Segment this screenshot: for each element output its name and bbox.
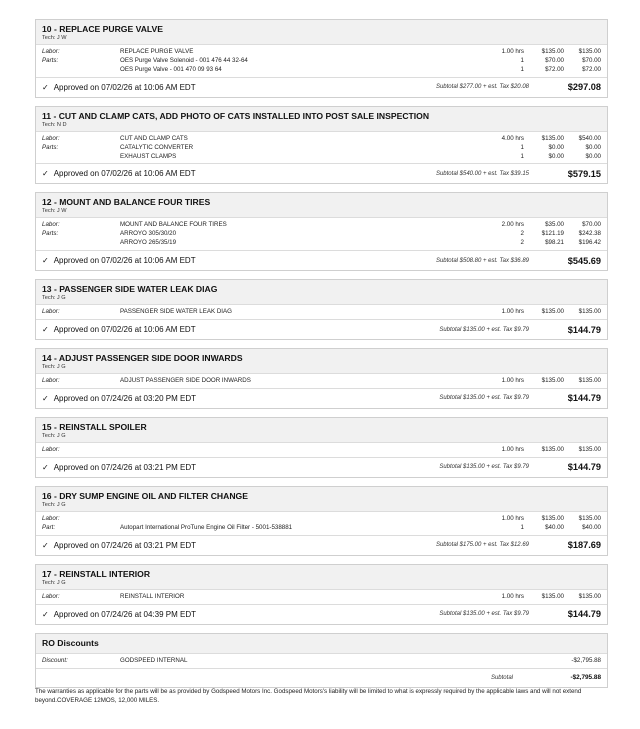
checkmark-icon: ✓	[42, 609, 49, 619]
line-rate: $72.00	[545, 65, 564, 73]
line-rate: $0.00	[548, 143, 564, 151]
line-type-label: Labor:	[42, 221, 60, 229]
line-item	[42, 524, 601, 533]
line-item	[42, 57, 601, 66]
line-item	[42, 221, 601, 230]
line-type-label: Part:	[42, 523, 56, 531]
line-rate: $135.00	[541, 592, 564, 600]
job-subtotal: Subtotal $135.00 + est. Tax $9.79	[439, 326, 529, 333]
job-tech: Tech: N D	[42, 121, 67, 128]
job-lines	[36, 305, 607, 320]
job-title: 11 - CUT AND CLAMP CATS, ADD PHOTO OF CATS INSTALLED INTO POST SALE INSPECTION	[42, 110, 430, 121]
line-description	[120, 446, 474, 455]
job-title: 17 - REINSTALL INTERIOR	[42, 568, 151, 579]
line-amount: $242.38	[578, 230, 601, 238]
line-amount: $135.00	[578, 308, 601, 316]
line-description: MOUNT AND BALANCE FOUR TIRES	[120, 221, 227, 229]
line-description: ARROYO 305/30/20	[120, 230, 177, 238]
job-card	[35, 19, 608, 98]
job-card	[35, 486, 608, 556]
job-card	[35, 106, 608, 185]
line-quantity: 1	[520, 143, 524, 151]
job-card	[35, 348, 608, 409]
job-total: $144.79	[567, 609, 601, 620]
job-header	[36, 107, 607, 132]
line-quantity: 2	[520, 230, 524, 238]
checkmark-icon: ✓	[42, 462, 49, 472]
line-description: ADJUST PASSENGER SIDE DOOR INWARDS	[120, 377, 251, 385]
job-lines	[36, 218, 607, 251]
job-card	[35, 417, 608, 478]
line-type-label: Parts:	[42, 56, 59, 64]
discount-subtotal-label: Subtotal	[490, 674, 513, 681]
approval-status	[42, 83, 436, 92]
ro-discounts-section	[35, 633, 608, 688]
job-total: $545.69	[567, 255, 601, 266]
line-rate: $135.00	[541, 377, 564, 385]
line-description: ARROYO 265/35/19	[120, 239, 177, 247]
job-lines	[36, 374, 607, 389]
job-subtotal: Subtotal $135.00 + est. Tax $9.79	[439, 464, 529, 471]
line-amount: $540.00	[578, 134, 601, 142]
line-quantity: 1.00 hrs	[501, 377, 524, 385]
line-description: REINSTALL INTERIOR	[120, 592, 185, 600]
job-title: 13 - PASSENGER SIDE WATER LEAK DIAG	[42, 284, 218, 295]
approval-row	[36, 389, 607, 408]
line-amount: $135.00	[578, 377, 601, 385]
checkmark-icon: ✓	[42, 540, 49, 550]
job-tech: Tech: J G	[42, 295, 66, 302]
line-quantity: 1.00 hrs	[501, 308, 524, 316]
line-item	[42, 66, 601, 75]
line-description: CUT AND CLAMP CATS	[120, 134, 188, 142]
line-amount: $135.00	[578, 445, 601, 453]
line-description	[120, 515, 474, 524]
job-tech: Tech: J W	[42, 35, 67, 41]
approval-status	[42, 541, 436, 550]
approval-text: Approved on 07/02/26 at 10:06 AM EDT	[53, 169, 196, 179]
line-rate: $135.00	[541, 308, 564, 316]
approval-text: Approved on 07/24/26 at 03:21 PM EDT	[53, 462, 197, 472]
line-description: GODSPEED INTERNAL	[120, 656, 188, 664]
ro-discounts-title: RO Discounts	[42, 637, 99, 648]
job-subtotal: Subtotal $135.00 + est. Tax $9.79	[439, 395, 529, 402]
job-title: 12 - MOUNT AND BALANCE FOUR TIRES	[42, 197, 211, 208]
job-total: $144.79	[567, 462, 601, 473]
job-tech: Tech: J G	[42, 501, 66, 508]
line-type-label: Labor:	[42, 48, 60, 55]
line-rate: $0.00	[548, 152, 564, 160]
line-description: EXHAUST CLAMPS	[120, 152, 177, 160]
line-amount: $135.00	[578, 48, 601, 55]
line-item	[42, 515, 601, 524]
line-quantity: 1	[520, 56, 524, 64]
line-quantity: 1	[520, 65, 524, 73]
approval-status	[42, 463, 439, 472]
job-total: $579.15	[567, 168, 601, 179]
job-tech: Tech: J G	[42, 364, 66, 371]
line-rate: $35.00	[545, 221, 564, 229]
job-card	[35, 279, 608, 340]
line-type-label: Discount:	[42, 656, 68, 664]
approval-row	[36, 320, 607, 339]
line-type-label	[42, 153, 120, 162]
repair-order-document	[35, 19, 608, 696]
job-title: 15 - REINSTALL SPOILER	[42, 421, 147, 432]
line-quantity: 1.00 hrs	[501, 445, 524, 453]
approval-text: Approved on 07/24/26 at 04:39 PM EDT	[53, 609, 197, 619]
line-amount: $0.00	[585, 152, 601, 160]
line-description: OES Purge Valve Solenoid - 001 476 44 32-64	[120, 56, 248, 64]
line-quantity: 1	[520, 152, 524, 160]
approval-status	[42, 394, 439, 403]
job-subtotal: Subtotal $277.00 + est. Tax $20.08	[435, 84, 529, 91]
line-item	[42, 446, 601, 455]
line-type-label	[42, 239, 120, 248]
line-rate: $98.21	[545, 239, 564, 247]
approval-row	[36, 251, 607, 270]
line-type-label: Labor:	[42, 445, 60, 453]
line-rate: $70.00	[545, 56, 564, 64]
job-header	[36, 349, 607, 374]
line-item	[42, 239, 601, 248]
checkmark-icon: ✓	[42, 325, 49, 335]
line-item	[42, 377, 601, 386]
line-type-label	[42, 66, 120, 75]
line-amount: $196.42	[578, 239, 601, 247]
line-rate: $135.00	[541, 514, 564, 522]
line-amount: -$2,795.88	[571, 656, 601, 664]
line-quantity: 4.00 hrs	[501, 134, 524, 142]
line-description: REPLACE PURGE VALVE	[120, 48, 194, 55]
checkmark-icon: ✓	[42, 82, 49, 92]
line-amount: $70.00	[582, 221, 601, 229]
line-description: Autopart International ProTune Engine Oil Filter - 5001-538881	[120, 523, 293, 531]
line-item	[42, 135, 601, 144]
job-total: $144.79	[567, 393, 601, 404]
line-type-label: Labor:	[42, 377, 60, 385]
line-type-label: Labor:	[42, 514, 60, 522]
line-amount: $72.00	[582, 65, 601, 73]
job-card	[35, 564, 608, 625]
approval-status	[42, 610, 439, 619]
job-tech: Tech: J W	[42, 208, 67, 215]
approval-status	[42, 256, 436, 265]
line-quantity: 1.00 hrs	[501, 592, 524, 600]
line-amount: $40.00	[582, 523, 601, 531]
job-title: 16 - DRY SUMP ENGINE OIL AND FILTER CHANGE	[42, 490, 248, 501]
line-type-label: Parts:	[42, 143, 59, 151]
job-lines	[36, 590, 607, 605]
line-item	[42, 593, 601, 602]
job-subtotal: Subtotal $175.00 + est. Tax $12.69	[435, 542, 529, 549]
approval-status	[42, 169, 436, 178]
approval-row	[36, 536, 607, 555]
job-subtotal: Subtotal $508.80 + est. Tax $36.89	[435, 257, 529, 264]
line-item	[42, 230, 601, 239]
line-description: CATALYTIC CONVERTER	[120, 143, 194, 151]
line-item	[42, 308, 601, 317]
line-type-label: Labor:	[42, 134, 60, 142]
line-quantity: 1.00 hrs	[501, 514, 524, 522]
line-description: OES Purge Valve - 001 470 09 93 64	[120, 65, 222, 73]
line-amount: $135.00	[578, 514, 601, 522]
job-tech: Tech: J G	[42, 432, 66, 439]
line-item	[42, 657, 601, 666]
job-card	[35, 192, 608, 271]
job-list	[35, 19, 608, 625]
job-total: $187.69	[567, 540, 601, 551]
approval-text: Approved on 07/24/26 at 03:20 PM EDT	[53, 393, 197, 403]
line-quantity: 1	[520, 523, 524, 531]
warranty-footer: The warranties as applicable for the parts will be as provided by Godspeed Motors Inc. Godspeed Motors's liability will be limited to what is expressly required by the applicable laws and will not extend beyond.COVERAGE 12MOS, 12,000 MILES.	[35, 688, 582, 704]
line-item	[42, 48, 601, 57]
ro-discounts-header	[36, 634, 607, 654]
job-total: $297.08	[567, 82, 601, 93]
job-total: $144.79	[567, 324, 601, 335]
checkmark-icon: ✓	[42, 256, 49, 266]
approval-text: Approved on 07/02/26 at 10:06 AM EDT	[53, 256, 196, 266]
line-type-label: Labor:	[42, 592, 60, 600]
approval-row	[36, 458, 607, 477]
job-lines	[36, 132, 607, 165]
approval-status	[42, 325, 439, 334]
line-item	[42, 153, 601, 162]
line-description: PASSENGER SIDE WATER LEAK DIAG	[120, 308, 232, 316]
line-rate	[524, 657, 564, 666]
line-rate: $121.19	[541, 230, 564, 238]
job-header	[36, 487, 607, 512]
line-item	[42, 144, 601, 153]
line-amount: $135.00	[578, 592, 601, 600]
discount-subtotal-value: -$2,795.88	[570, 674, 601, 681]
line-rate: $135.00	[541, 48, 564, 55]
approval-row	[36, 605, 607, 624]
approval-text: Approved on 07/02/26 at 10:06 AM EDT	[53, 82, 196, 92]
job-subtotal: Subtotal $540.00 + est. Tax $39.15	[435, 170, 529, 177]
job-lines	[36, 45, 607, 78]
job-subtotal: Subtotal $135.00 + est. Tax $9.79	[439, 611, 529, 618]
job-title: 10 - REPLACE PURGE VALVE	[42, 24, 163, 34]
line-rate: $135.00	[541, 134, 564, 142]
job-header	[36, 280, 607, 305]
approval-row	[36, 164, 607, 183]
job-header	[36, 20, 607, 45]
line-amount: $70.00	[582, 56, 601, 64]
line-quantity: 1.00 hrs	[501, 48, 524, 55]
line-type-label: Parts:	[42, 230, 59, 238]
job-header	[36, 418, 607, 443]
job-title: 14 - ADJUST PASSENGER SIDE DOOR INWARDS	[42, 353, 243, 364]
line-quantity: 2.00 hrs	[501, 221, 524, 229]
discount-lines	[36, 654, 607, 669]
line-rate: $40.00	[545, 523, 564, 531]
approval-text: Approved on 07/24/26 at 03:21 PM EDT	[53, 540, 197, 550]
discount-subtotal-row	[36, 669, 607, 687]
job-tech: Tech: J G	[42, 579, 66, 586]
approval-row	[36, 78, 607, 97]
line-quantity	[474, 657, 524, 666]
checkmark-icon: ✓	[42, 169, 49, 179]
line-amount: $0.00	[585, 143, 601, 151]
line-type-label: Labor:	[42, 308, 60, 316]
job-header	[36, 193, 607, 218]
approval-text: Approved on 07/02/26 at 10:06 AM EDT	[53, 325, 196, 335]
line-quantity: 2	[520, 239, 524, 247]
job-header	[36, 565, 607, 590]
job-lines	[36, 512, 607, 536]
job-lines	[36, 443, 607, 458]
checkmark-icon: ✓	[42, 393, 49, 403]
line-rate: $135.00	[541, 445, 564, 453]
